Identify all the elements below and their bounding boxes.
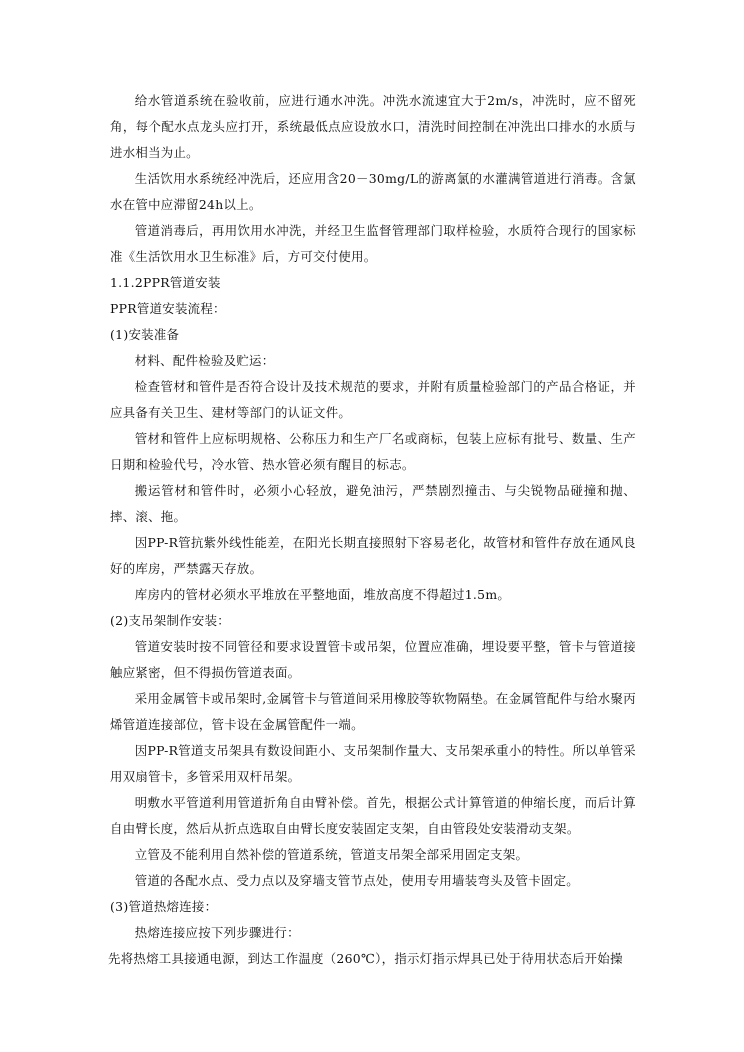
paragraph-pipe-marking: 管材和管件上应标明规格、公称压力和生产厂名或商标，包装上应标有批号、数量、生产日期和检验代号，冷水管、热水管必须有醒目的标志。 bbox=[110, 431, 636, 472]
paragraph-free-arm-compensation: 明敷水平管道利用管道折角自由臂补偿。首先，根据公式计算管道的伸缩长度，而后计算自由臂长度，然后从折点选取自由臂长度安装固定支架，自由管段处安装滑动支架。 bbox=[110, 795, 636, 836]
heading-installation-preparation: (1)安装准备 bbox=[110, 327, 180, 342]
paragraph-pipe-clamp-setting: 管道安装时按不同管径和要求设置管卡或吊架，位置应准确，埋设要平整，管卡与管道接触应紧密，但不得损伤管道表面。 bbox=[110, 639, 636, 680]
paragraph-stacking: 库房内的管材必须水平堆放在平整地面，堆放高度不得超过1.5m。 bbox=[134, 587, 511, 602]
paragraph-hot-melt-tool: 先将热熔工具接通电源，到达工作温度（260℃），指示灯指示焊具已处于待用状态后开始操 bbox=[108, 951, 623, 966]
heading-hot-melt-connection: (3)管道热熔连接： bbox=[110, 899, 218, 914]
section-heading-ppr-installation: 1.1.2PPR管道安装 bbox=[110, 275, 221, 290]
paragraph-wall-elbow-fixing: 管道的各配水点、受力点以及穿墙支管节点处，使用专用墙装弯头及管卡固定。 bbox=[134, 873, 579, 888]
paragraph-riser-fixed-support: 立管及不能利用自然补偿的管道系统，管道支吊架全部采用固定支架。 bbox=[134, 847, 529, 862]
paragraph-metal-clamp: 采用金属管卡或吊架时,金属管卡与管道间采用橡胶等软物隔垫。在金属管配件与给水聚丙烯管道连接部位，管卡设在金属管配件一端。 bbox=[110, 691, 636, 732]
paragraph-flushing: 给水管道系统在验收前，应进行通水冲洗。冲洗水流速宜大于2m/s，冲洗时，应不留死角，每个配水点龙头应打开，系统最低点应设放水口，清洗时间控制在冲洗出口排水的水质与进水相当为止。 bbox=[110, 93, 636, 160]
paragraph-inspect-pipes: 检查管材和管件是否符合设计及技术规范的要求，并附有质量检验部门的产品合格证，并应具备有关卫生、建材等部门的认证文件。 bbox=[110, 379, 636, 420]
subheading-hot-melt-steps: 热熔连接应按下列步骤进行： bbox=[134, 925, 300, 940]
paragraph-post-disinfection: 管道消毒后，再用饮用水冲洗，并经卫生监督管理部门取样检验，水质符合现行的国家标准《生活饮用水卫生标准》后，方可交付使用。 bbox=[110, 223, 636, 264]
paragraph-uv-storage: 因PP-R管抗紫外线性能差，在阳光长期直接照射下容易老化，故管材和管件存放在通风良好的库房，严禁露天存放。 bbox=[110, 535, 636, 576]
paragraph-disinfection: 生活饮用水系统经冲洗后，还应用含20－30mg/L的游离氯的水灌满管道进行消毒。含氯水在管中应滞留24h以上。 bbox=[110, 171, 636, 212]
subheading-material-inspection: 材料、配件检验及贮运： bbox=[134, 353, 275, 368]
paragraph-handling: 搬运管材和管件时，必须小心轻放，避免油污，严禁剧烈撞击、与尖锐物品碰撞和抛、摔、滚、拖。 bbox=[110, 483, 636, 524]
document-body bbox=[110, 88, 636, 972]
heading-ppr-installation-process: PPR管道安装流程： bbox=[110, 301, 226, 316]
paragraph-ppr-support-features: 因PP-R管道支吊架具有数设间距小、支吊架制作量大、支吊架承重小的特性。所以单管采用双扇管卡，多管采用双杆吊架。 bbox=[110, 743, 636, 784]
heading-support-hanger: (2)支吊架制作安装： bbox=[110, 613, 230, 628]
